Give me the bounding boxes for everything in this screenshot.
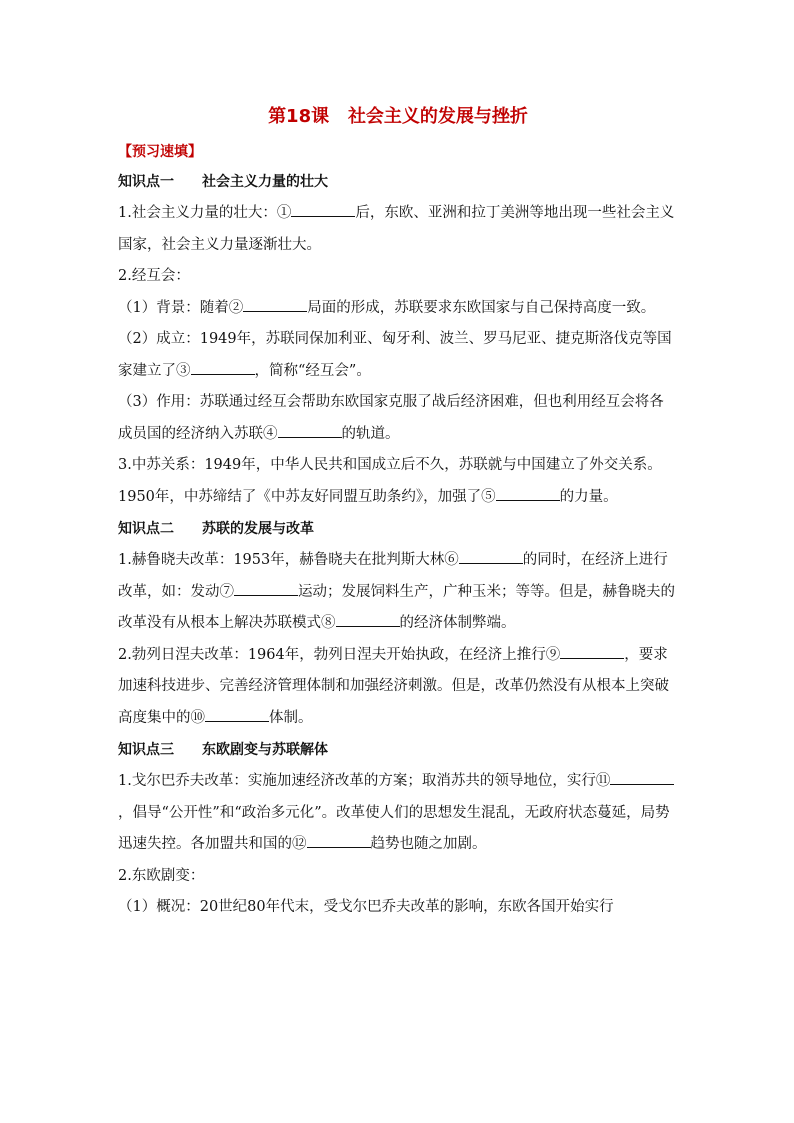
worksheet-page: [118, 100, 678, 924]
fill-blank-8[interactable]: [336, 611, 400, 627]
fill-blank-6[interactable]: [459, 548, 523, 564]
section-heading-3: 知识点三 东欧剧变与苏联解体: [118, 742, 328, 758]
fill-blank-10[interactable]: [205, 706, 269, 722]
lesson-number: 第18课: [268, 106, 330, 127]
paragraph: 2.经互会：: [118, 268, 190, 284]
paragraph: 1.戈尔巴乔夫改革：实施加速经济改革的方案；取消苏共的领导地位，实行⑪，倡导“公开性”和“政治多元化”。改革使人们的思想发生混乱，无政府状态蔓延，局势迅速失控。各加盟共和国的⑫ 趋势也随之加剧。: [118, 766, 678, 861]
fill-blank-4[interactable]: [278, 422, 342, 438]
paragraph: 2.东欧剧变：: [118, 867, 205, 884]
lesson-name: 社会主义的发展与挫折: [347, 106, 528, 127]
paragraph: 1.赫鲁晓夫改革：1953年，赫鲁晓夫在批判斯大林⑥ 的同时，在经济上进行改革，如：发动⑦ 运动；发展饲料生产，广种玉米；等等。但是，赫鲁晓夫的改革没有从根本上解决苏联模式⑧ 的经济体制弊端。: [118, 545, 678, 640]
fill-blank-3[interactable]: [191, 359, 255, 375]
paragraph: （3）作用：苏联通过经互会帮助东欧国家克服了战后经济困难，但也利用经互会将各成员国的经济纳入苏联④ 的轨道。: [118, 394, 664, 442]
fill-blank-12[interactable]: [307, 832, 371, 848]
paragraph: 3.中苏关系：1949年，中华人民共和国成立后不久，苏联就与中国建立了外交关系。1950年，中苏缔结了《中苏友好同盟互助条约》，加强了⑤ 的力量。: [118, 457, 662, 505]
paragraph: （2）成立：1949年，苏联同保加利亚、匈牙利、波兰、罗马尼亚、捷克斯洛伐克等国家建立了③ ，简称“经互会”。: [118, 331, 672, 379]
fill-blank-2[interactable]: [243, 296, 307, 312]
section-heading-2: 知识点二 苏联的发展与改革: [118, 521, 314, 537]
preview-tag: 【预习速填】: [118, 144, 202, 160]
fill-blank-1[interactable]: [291, 201, 355, 217]
fill-blank-5[interactable]: [496, 485, 560, 501]
page-title: [118, 100, 678, 134]
paragraph: 1.社会主义力量的壮大：① 后，东欧、亚洲和拉丁美洲等地出现一些社会主义国家，社会主义力量逐渐壮大。: [118, 198, 678, 261]
fill-blank-9[interactable]: [560, 643, 624, 659]
fill-blank-7[interactable]: [234, 580, 298, 596]
fill-blank-11[interactable]: [610, 769, 674, 785]
paragraph: （1）概况：20世纪80年代末，受戈尔巴乔夫改革的影响，东欧各国开始实行: [118, 899, 614, 915]
section-heading-1: 知识点一 社会主义力量的壮大: [118, 174, 328, 190]
paragraph: 2.勃列日涅夫改革：1964年，勃列日涅夫开始执政，在经济上推行⑨ ，要求加速科技进步、完善经济管理体制和加强经济刺激。但是，改革仍然没有从根本上突破高度集中的⑩ 体制。: [118, 640, 678, 735]
paragraph: （1）背景：随着② 局面的形成，苏联要求东欧国家与自己保持高度一致。: [118, 293, 678, 325]
